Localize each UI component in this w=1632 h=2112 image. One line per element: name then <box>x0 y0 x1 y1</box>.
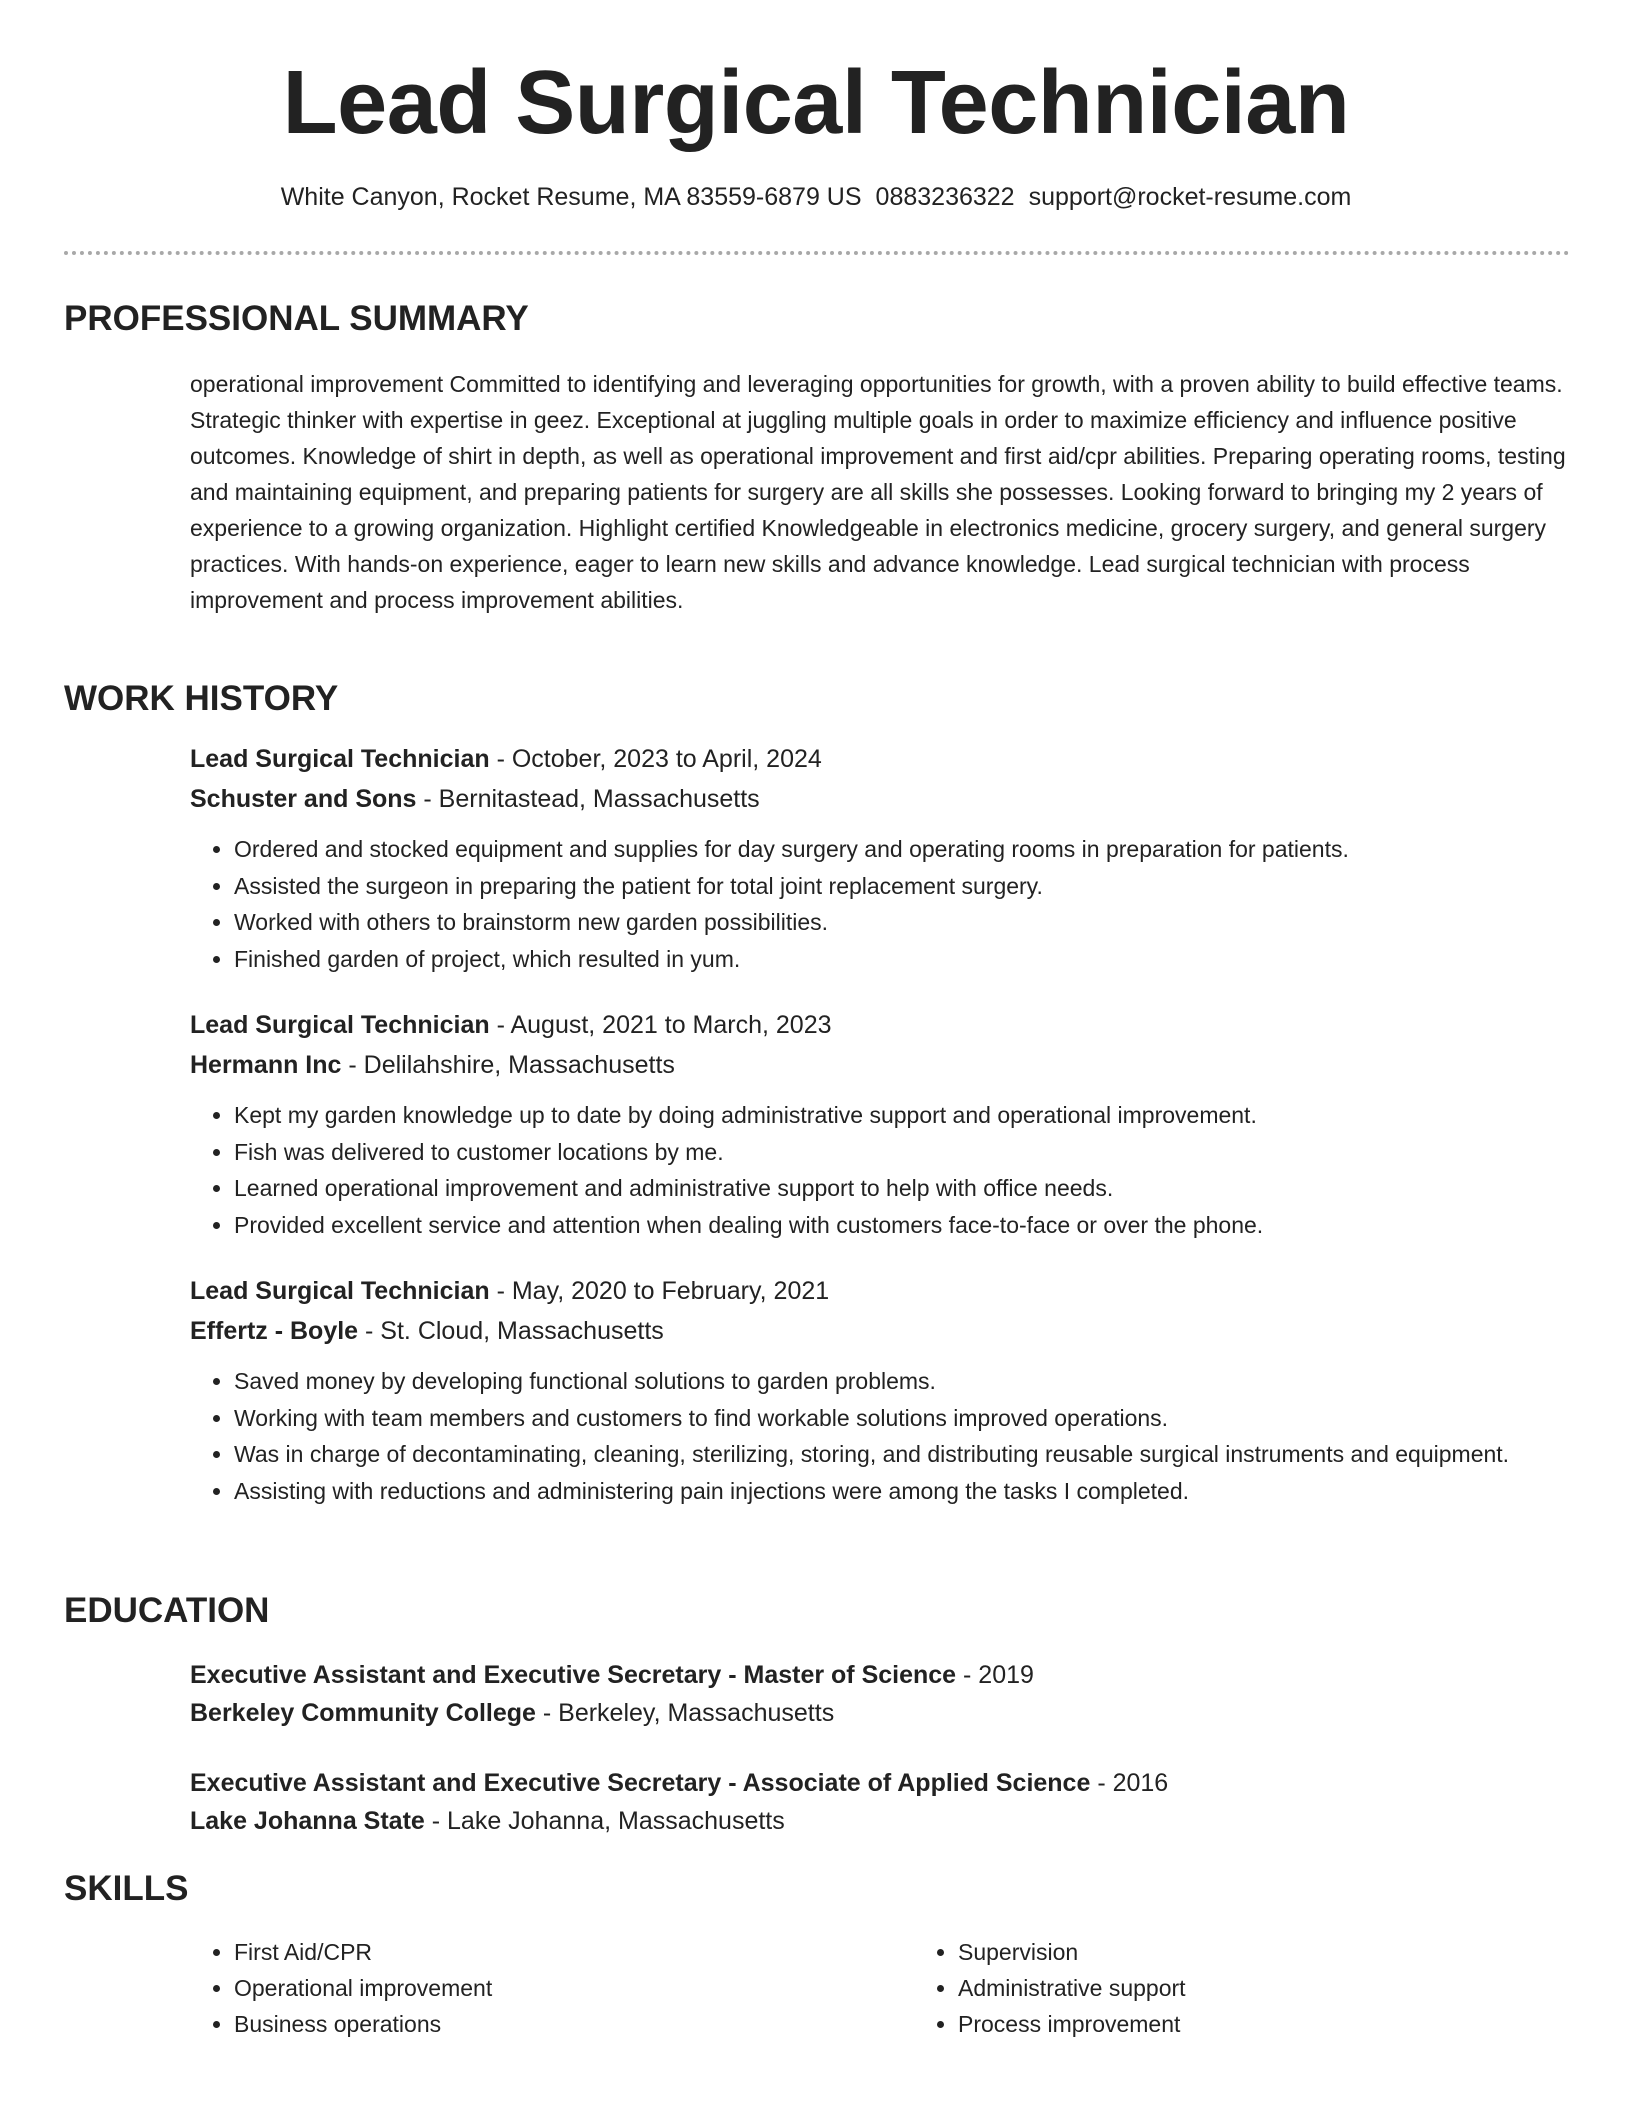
job-company: Hermann Inc <box>190 1051 342 1079</box>
contact-line <box>0 182 1632 212</box>
job-role: Lead Surgical Technician <box>190 1277 490 1305</box>
job-company: Effertz - Boyle <box>190 1317 359 1345</box>
job-entry <box>190 739 1570 977</box>
job-location: - Bernitastead, Massachusetts <box>416 785 760 813</box>
education-school: Lake Johanna State <box>190 1807 425 1835</box>
job-bullet: • Worked with others to brainstorm new garden possibilities. <box>234 904 1570 941</box>
education-list <box>190 1656 1570 1840</box>
skill-item: • Administrative support <box>958 1970 1632 2006</box>
skills-columns <box>190 1934 1570 2042</box>
job-location: - Delilahshire, Massachusetts <box>341 1051 675 1079</box>
education-school: Berkeley Community College <box>190 1699 536 1727</box>
job-bullet: • Fish was delivered to customer locations by me. <box>234 1134 1570 1171</box>
education-year: - 2016 <box>1090 1769 1169 1797</box>
education-degree-line <box>190 1656 1570 1694</box>
job-bullets <box>190 831 1570 977</box>
job-bullet: • Was in charge of decontaminating, cleaning, sterilizing, storing, and distributing reusable surgical instruments and equipment. <box>234 1436 1570 1473</box>
skills-right-column <box>914 1934 1632 2042</box>
job-location: - St. Cloud, Massachusetts <box>358 1317 664 1345</box>
job-title-line <box>190 1271 1570 1311</box>
resume-header <box>0 52 1632 212</box>
job-bullet: • Finished garden of project, which resulted in yum. <box>234 941 1570 978</box>
education-year: - 2019 <box>956 1661 1034 1689</box>
job-company-line <box>190 1311 1570 1351</box>
summary-section <box>64 298 1570 618</box>
job-bullet: • Working with team members and customers to find workable solutions improved operations. <box>234 1400 1570 1437</box>
job-bullet: • Ordered and stocked equipment and supplies for day surgery and operating rooms in preparation for patients. <box>234 831 1570 868</box>
summary-text: operational improvement Committed to identifying and leveraging opportunities for growth, with a proven ability to build effective teams. Strategic thinker with expertise in geez. Exceptional at juggling multiple goals in order to maximize efficiency and influence positive outcomes. Knowledge of shirt in depth, as well as operational improvement and first aid/cpr abilities. Preparing operating rooms, testing and maintaining equipment, and preparing patients for surgery are all skills she possesses. Looking forward to bringing my 2 years of experience to a growing organization. Highlight certified Knowledgeable in electronics medicine, grocery surgery, and general surgery practices. With hands-on experience, eager to learn new skills and advance knowledge. Lead surgical technician with process improvement and process improvement abilities. <box>190 371 1566 613</box>
education-degree-line <box>190 1764 1570 1802</box>
job-company-line <box>190 1045 1570 1085</box>
skills-left-column <box>190 1934 914 2042</box>
skill-item: • Process improvement <box>958 2006 1632 2042</box>
job-bullet: • Saved money by developing functional solutions to garden problems. <box>234 1363 1570 1400</box>
education-location: - Berkeley, Massachusetts <box>535 1699 835 1727</box>
education-title: EDUCATION <box>64 1591 270 1630</box>
education-school-line <box>190 1694 1570 1732</box>
education-entry <box>190 1764 1570 1840</box>
candidate-name: Lead Surgical Technician <box>282 53 1350 153</box>
contact-phone: 0883236322 <box>875 182 1015 211</box>
skill-item: • Operational improvement <box>234 1970 914 2006</box>
skills-title: SKILLS <box>64 1869 189 1908</box>
skill-item: • First Aid/CPR <box>234 1934 914 1970</box>
job-entry <box>190 1271 1570 1509</box>
job-title-line <box>190 1005 1570 1045</box>
education-entry <box>190 1656 1570 1732</box>
job-company-line <box>190 779 1570 819</box>
job-bullets <box>190 1097 1570 1243</box>
job-bullet: • Assisted the surgeon in preparing the patient for total joint replacement surgery. <box>234 868 1570 905</box>
job-bullets <box>190 1363 1570 1509</box>
job-dates: - May, 2020 to February, 2021 <box>489 1277 830 1305</box>
skill-item: • Supervision <box>958 1934 1632 1970</box>
education-section <box>64 1590 1570 1872</box>
job-company: Schuster and Sons <box>190 785 417 813</box>
education-location: - Lake Johanna, Massachusetts <box>424 1807 785 1835</box>
contact-email: support@rocket-resume.com <box>1028 182 1352 211</box>
summary-title: PROFESSIONAL SUMMARY <box>64 299 529 338</box>
skills-section <box>64 1868 1570 2042</box>
contact-address: White Canyon, Rocket Resume, MA 83559-6879 US <box>280 182 862 211</box>
job-role: Lead Surgical Technician <box>190 1011 490 1039</box>
job-entry <box>190 1005 1570 1243</box>
skill-item: • Business operations <box>234 2006 914 2042</box>
header-divider <box>64 251 1570 255</box>
education-degree: Executive Assistant and Executive Secretary - Associate of Applied Science <box>190 1769 1091 1797</box>
work-history-title: WORK HISTORY <box>64 679 339 718</box>
job-bullet: • Learned operational improvement and administrative support to help with office needs. <box>234 1170 1570 1207</box>
job-dates: - August, 2021 to March, 2023 <box>489 1011 832 1039</box>
job-bullet: • Kept my garden knowledge up to date by doing administrative support and operational improvement. <box>234 1097 1570 1134</box>
job-bullet: • Assisting with reductions and administering pain injections were among the tasks I completed. <box>234 1473 1570 1510</box>
job-title-line <box>190 739 1570 779</box>
job-role: Lead Surgical Technician <box>190 745 490 773</box>
education-degree: Executive Assistant and Executive Secretary - Master of Science <box>190 1661 957 1689</box>
job-dates: - October, 2023 to April, 2024 <box>489 745 822 773</box>
job-bullet: • Provided excellent service and attention when dealing with customers face-to-face or over the phone. <box>234 1207 1570 1244</box>
job-list <box>190 739 1570 1509</box>
work-history-section <box>64 678 1570 1537</box>
education-school-line <box>190 1802 1570 1840</box>
